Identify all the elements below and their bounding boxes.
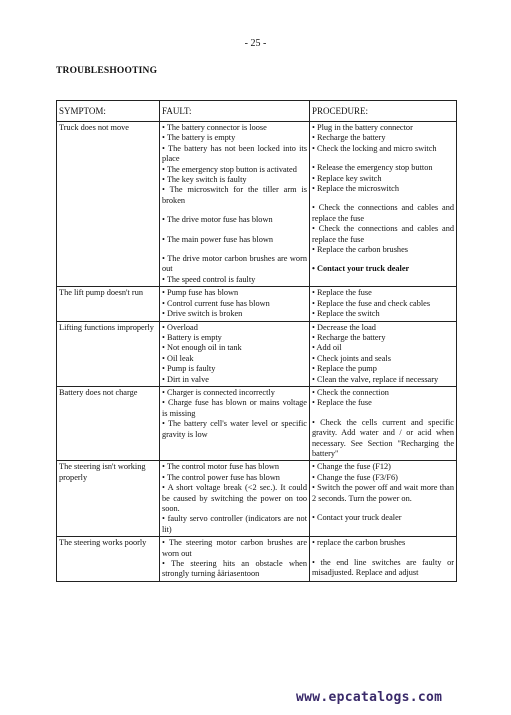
symptom-cell: Lifting functions improperly — [57, 321, 160, 386]
table-row — [57, 122, 457, 287]
fault-item: • The key switch is faulty — [162, 175, 247, 185]
fault-item: • Pump is faulty — [162, 364, 216, 374]
fault-item: • The microswitch for the tiller arm is broken — [162, 185, 307, 205]
procedure-item: • Add oil — [312, 343, 342, 353]
procedure-item: • Clean the valve, replace if necessary — [312, 374, 439, 384]
fault-item: • Oil leak — [162, 353, 194, 363]
procedure-cell — [310, 287, 457, 321]
procedure-item: • Replace the fuse — [312, 288, 372, 298]
fault-item: • The drive motor fuse has blown — [162, 215, 273, 225]
page-number: - 25 - — [244, 38, 267, 49]
fault-item: • The drive motor carbon brushes are worn out — [162, 254, 307, 274]
fault-item: • faulty servo controller (indicators are not lit) — [162, 514, 307, 534]
fault-cell — [160, 461, 310, 537]
symptom-cell: Battery does not charge — [57, 386, 160, 460]
table-row — [57, 537, 457, 582]
procedure-item: • Change the fuse (F12) — [312, 462, 391, 472]
procedure-cell — [310, 386, 457, 460]
section-title: TROUBLESHOOTING — [56, 66, 158, 76]
procedure-item: • Release the emergency stop button — [312, 163, 433, 173]
procedure-item: • the end line switches are faulty or misadjusted. Replace and adjust — [312, 557, 454, 578]
procedure-cell — [310, 122, 457, 287]
table-row — [57, 321, 457, 386]
procedure-item: • Replace the microswitch — [312, 184, 399, 194]
procedure-item: • Recharge the battery — [312, 133, 386, 143]
fault-item: • Charger is connected incorrectly — [162, 387, 275, 397]
fault-item: • A short voltage break (<2 sec.). It could be caused by switching the power on too soon. — [162, 483, 307, 513]
symptom-cell: Truck does not move — [57, 122, 160, 287]
procedure-item: • Replace the carbon brushes — [312, 245, 408, 255]
procedure-item: • Recharge the battery — [312, 332, 386, 342]
fault-item: • The battery connector is loose — [162, 123, 267, 132]
procedure-item: • Check the connections and cables and replace the fuse — [312, 203, 454, 223]
fault-cell — [160, 537, 310, 582]
procedure-header: PROCEDURE: — [310, 101, 457, 122]
procedure-item: • Contact your truck dealer — [312, 513, 402, 522]
table-row — [57, 461, 457, 537]
fault-cell — [160, 386, 310, 460]
fault-item: • The control power fuse has blown — [162, 472, 280, 482]
procedure-item: • Replace the fuse — [312, 398, 372, 408]
procedure-item: • Check the locking and micro switch — [312, 143, 437, 153]
symptom-cell: The lift pump doesn't run — [57, 287, 160, 321]
procedure-item: • Replace the fuse and check cables — [312, 298, 431, 308]
procedure-cell — [310, 461, 457, 537]
procedure-item: • Switch the power off and wait more than 2 seconds. Turn the power on. — [312, 483, 454, 503]
fault-cell — [160, 122, 310, 287]
symptom-cell: The steering isn't working properly — [57, 461, 160, 537]
procedure-item: • Plug in the battery connector — [312, 123, 413, 132]
fault-cell — [160, 321, 310, 386]
procedure-item: • Change the fuse (F3/F6) — [312, 472, 398, 482]
fault-item: • The battery cell's water level or specific gravity is low — [162, 419, 307, 439]
fault-item: • Control current fuse has blown — [162, 298, 270, 308]
fault-item: • Charge fuse has blown or mains voltage is missing — [162, 398, 307, 418]
procedure-item: • Replace the pump — [312, 364, 377, 374]
fault-item: • The control motor fuse has blown — [162, 462, 280, 472]
procedure-item: • Contact your truck dealer — [312, 264, 410, 274]
fault-item: • Dirt in valve — [162, 374, 209, 384]
fault-item: • The emergency stop button is activated — [162, 164, 297, 174]
table-row — [57, 386, 457, 460]
fault-item: • The main power fuse has blown — [162, 234, 274, 244]
procedure-item: • replace the carbon brushes — [312, 538, 406, 548]
procedure-item: • Check the connection — [312, 387, 389, 397]
symptom-header: SYMPTOM: — [57, 101, 160, 122]
procedure-item: • Replace key switch — [312, 173, 382, 183]
fault-item: • Drive switch is broken — [162, 309, 243, 319]
fault-item: • Battery is empty — [162, 332, 222, 342]
fault-cell — [160, 287, 310, 321]
procedure-item: • Check the cells current and specific gravity. Add water and / or acid when necessary. See Section "Recharging the battery" — [312, 417, 454, 458]
procedure-item: • Check the connections and cables and replace the fuse — [312, 224, 454, 244]
troubleshooting-table — [56, 100, 457, 582]
procedure-item: • Replace the switch — [312, 309, 380, 319]
procedure-item: • Check joints and seals — [312, 353, 391, 363]
fault-item: • The speed control is faulty — [162, 274, 256, 284]
fault-item: • The battery is empty — [162, 133, 236, 143]
fault-item: • Pump fuse has blown — [162, 288, 239, 298]
fault-item: • The steering hits an obstacle when strongly turning åäriasentoon — [162, 559, 307, 579]
table-row — [57, 287, 457, 321]
watermark-url: www.epcatalogs.com — [296, 690, 443, 705]
fault-item: • Not enough oil in tank — [162, 343, 242, 353]
fault-item: • The battery has not been locked into its place — [162, 143, 307, 164]
fault-item: • Overload — [162, 322, 198, 332]
fault-header: FAULT: — [160, 101, 310, 122]
procedure-cell — [310, 537, 457, 582]
procedure-item: • Decrease the load — [312, 322, 376, 332]
table-header-row — [57, 101, 457, 122]
symptom-cell: The steering works poorly — [57, 537, 160, 582]
fault-item: • The steering motor carbon brushes are worn out — [162, 538, 307, 558]
procedure-cell — [310, 321, 457, 386]
